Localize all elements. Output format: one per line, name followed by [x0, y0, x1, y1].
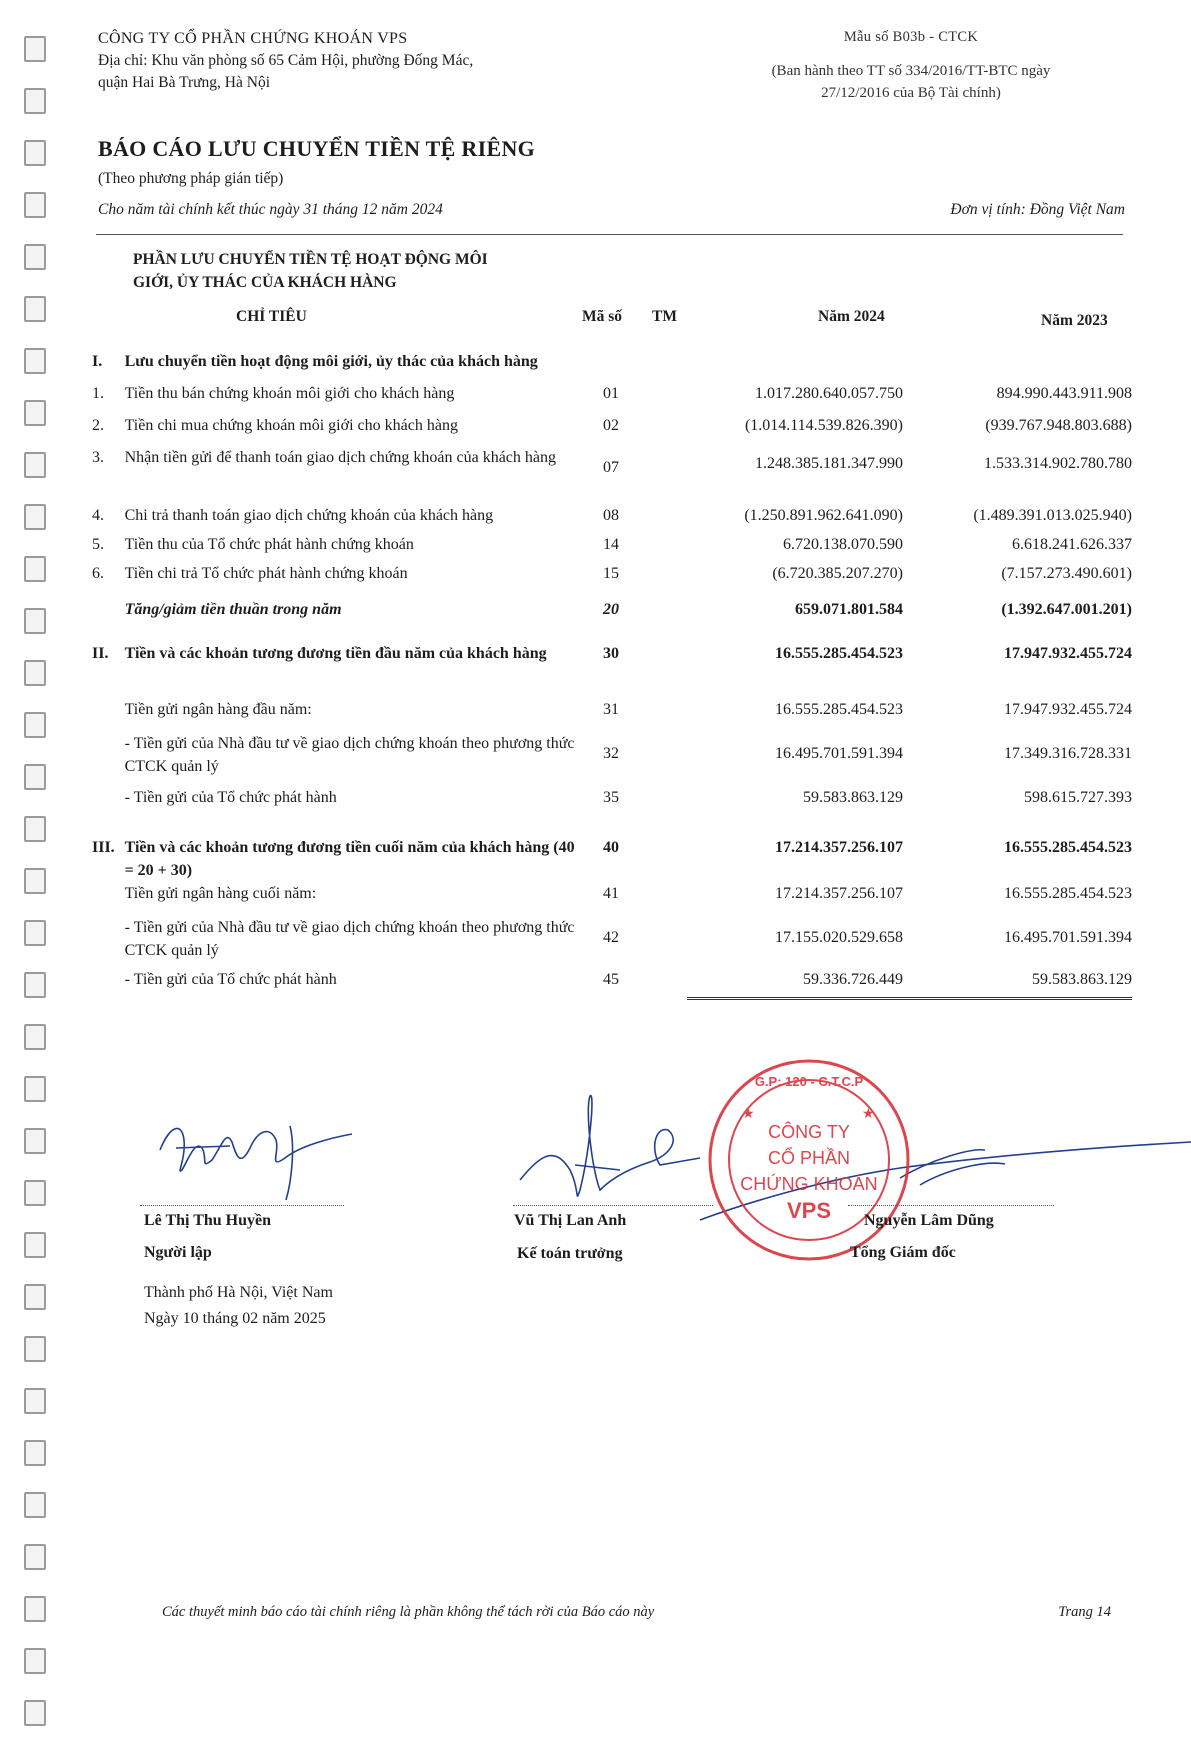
- row-number: [92, 968, 125, 998]
- row-number: III.: [92, 839, 115, 856]
- row-code: 15: [602, 565, 619, 582]
- row-code: 45: [602, 971, 619, 988]
- binder-hole: [24, 504, 46, 530]
- cash-flow-table: [92, 350, 1132, 1000]
- preparer-signature-line: [140, 1205, 344, 1206]
- table-row-subtotal: [92, 598, 1132, 642]
- chief-accountant-signature: [520, 1096, 700, 1197]
- row-value-2023: 17.349.316.728.331: [1004, 745, 1132, 762]
- binder-hole: [24, 452, 46, 478]
- binder-hole: [24, 244, 46, 270]
- row-description: Tiền chi mua chứng khoán môi giới cho khách hàng: [124, 417, 458, 434]
- row-description: - Tiền gửi của Nhà đầu tư về giao dịch chứng khoán theo phương thức CTCK quản lý: [124, 735, 575, 775]
- binder-hole: [24, 296, 46, 322]
- row-code: 41: [602, 885, 619, 902]
- binder-hole: [24, 868, 46, 894]
- row-value-2023: 59.583.863.129: [903, 968, 1132, 998]
- row-value-2024: 17.155.020.529.658: [775, 929, 903, 946]
- column-header-item: CHỈ TIÊU: [236, 308, 307, 325]
- section-heading: [133, 248, 603, 294]
- table-row: [92, 533, 1132, 562]
- row-value-2024: 16.495.701.591.394: [775, 745, 903, 762]
- svg-text:★: ★: [742, 1105, 755, 1121]
- row-description: - Tiền gửi của Tổ chức phát hành: [124, 789, 337, 806]
- binder-hole: [24, 192, 46, 218]
- row-number: [92, 882, 125, 916]
- row-code: 14: [602, 536, 619, 553]
- column-header-note: TM: [652, 308, 677, 325]
- table-row: [92, 414, 1132, 446]
- row-value-2023: (7.157.273.490.601): [1001, 565, 1132, 582]
- row-value-2023: 16.555.285.454.523: [1004, 839, 1132, 856]
- table-row: [92, 504, 1132, 533]
- column-header-code: Mã số: [582, 308, 623, 325]
- row-description: Chi trả thanh toán giao dịch chứng khoán của khách hàng: [124, 507, 494, 524]
- form-code: Mẫu số B03b - CTCK: [843, 29, 979, 45]
- row-code: 31: [602, 701, 619, 718]
- row-code: 20: [602, 601, 619, 618]
- company-name: CÔNG TY CỔ PHẦN CHỨNG KHOÁN VPS: [98, 30, 408, 47]
- row-code: 08: [602, 507, 619, 524]
- row-value-2023: 16.555.285.454.523: [1004, 885, 1132, 902]
- row-number: II.: [92, 645, 109, 662]
- table-row: [92, 446, 1132, 504]
- binder-hole: [24, 1596, 46, 1622]
- row-code: 02: [602, 417, 619, 434]
- binder-hole: [24, 764, 46, 790]
- row-number: 1.: [92, 385, 104, 402]
- stamp-line1: CÔNG TY: [768, 1122, 850, 1142]
- row-value-2023: 17.947.932.455.724: [1004, 701, 1132, 718]
- section-heading-line1: PHẦN LƯU CHUYỂN TIỀN TỆ HOẠT ĐỘNG MÔI: [133, 251, 488, 268]
- row-description: Nhận tiền gửi để thanh toán giao dịch chứng khoán của khách hàng: [124, 449, 556, 466]
- row-value-2023: 16.495.701.591.394: [1004, 929, 1132, 946]
- binder-hole: [24, 140, 46, 166]
- column-header-2023: Năm 2023: [1041, 312, 1108, 329]
- column-header-2024: Năm 2024: [818, 308, 885, 325]
- row-description: Tiền chi trả Tổ chức phát hành chứng khoán: [124, 565, 408, 582]
- form-note-line2: 27/12/2016 của Bộ Tài chính): [821, 85, 1001, 101]
- row-description: - Tiền gửi của Tổ chức phát hành: [124, 971, 337, 988]
- row-number: 2.: [92, 417, 104, 434]
- binder-hole: [24, 348, 46, 374]
- stamp-line4: VPS: [786, 1198, 832, 1223]
- binder-hole: [24, 1336, 46, 1362]
- row-description: Tiền gửi ngân hàng cuối năm:: [124, 885, 317, 902]
- binder-hole: [24, 712, 46, 738]
- chief-accountant-name: Vũ Thị Lan Anh: [514, 1212, 627, 1229]
- row-value-2024: (1.014.114.539.826.390): [744, 417, 903, 434]
- row-description: Tiền thu bán chứng khoán môi giới cho khách hàng: [124, 385, 455, 402]
- stamp-line2: CỔ PHẦN: [767, 1148, 851, 1168]
- ceo-name: Nguyễn Lâm Dũng: [864, 1212, 994, 1229]
- svg-text:★: ★: [862, 1105, 875, 1121]
- row-code: 32: [602, 745, 619, 762]
- table-row: [92, 732, 1132, 786]
- table-row: [92, 350, 1132, 382]
- table-row: [92, 698, 1132, 732]
- row-description: Tăng/giảm tiền thuần trong năm: [124, 601, 342, 618]
- row-value-2024: 1.017.280.640.057.750: [755, 385, 903, 402]
- signature-area: [0, 1030, 1191, 1270]
- row-value-2023: (939.767.948.803.688): [985, 417, 1132, 434]
- row-value-2024: 16.555.285.454.523: [775, 645, 903, 662]
- row-description: Lưu chuyển tiền hoạt động môi giới, ủy thác của khách hàng: [124, 353, 538, 370]
- row-value-2023: 6.618.241.626.337: [1012, 536, 1132, 553]
- row-value-2024: 6.720.138.070.590: [783, 536, 903, 553]
- row-number: 4.: [92, 507, 104, 524]
- row-value-2023: 17.947.932.455.724: [1004, 645, 1132, 662]
- stamp-ring-text: G.P: 120 - C.T.C.P: [754, 1074, 864, 1089]
- row-number: 5.: [92, 536, 104, 553]
- section-heading-line2: GIỚI, ỦY THÁC CỦA KHÁCH HÀNG: [133, 274, 397, 291]
- table-row: [92, 562, 1132, 598]
- row-description: Tiền và các khoản tương đương tiền đầu năm của khách hàng: [124, 645, 547, 662]
- row-number: 3.: [92, 449, 104, 466]
- binder-hole: [24, 36, 46, 62]
- row-value-2024: 16.555.285.454.523: [775, 701, 903, 718]
- row-value-2024: 17.214.357.256.107: [775, 839, 903, 856]
- stamp-line3: CHỨNG KHOÁN: [740, 1174, 878, 1194]
- table-row-section: [92, 826, 1132, 882]
- binder-hole: [24, 400, 46, 426]
- table-row: [92, 382, 1132, 414]
- row-code: 42: [602, 929, 619, 946]
- row-number: [92, 786, 125, 826]
- binder-hole: [24, 1492, 46, 1518]
- form-reference: [731, 26, 1091, 104]
- binder-hole: [24, 608, 46, 634]
- page-number: Trang 14: [1058, 1604, 1111, 1620]
- table-row-total: [92, 968, 1132, 998]
- footer-note: Các thuyết minh báo cáo tài chính riêng là phần không thể tách rời của Báo cáo này: [162, 1604, 655, 1620]
- binder-hole: [24, 816, 46, 842]
- preparer-role: Người lập: [144, 1244, 212, 1261]
- row-value-2024: 59.336.726.449: [687, 968, 903, 998]
- binder-hole: [24, 1388, 46, 1414]
- table-row: [92, 916, 1132, 968]
- report-title: BÁO CÁO LƯU CHUYỂN TIỀN TỆ RIÊNG: [98, 136, 536, 161]
- row-value-2023: 1.533.314.902.780.780: [984, 455, 1132, 472]
- row-description: - Tiền gửi của Nhà đầu tư về giao dịch chứng khoán theo phương thức CTCK quản lý: [124, 919, 575, 959]
- report-method: (Theo phương pháp gián tiếp): [98, 170, 284, 187]
- table-row: [92, 882, 1132, 916]
- row-value-2023: (1.392.647.001.201): [1001, 601, 1132, 618]
- row-value-2023: 598.615.727.393: [1024, 789, 1132, 806]
- header-divider: [96, 234, 1123, 235]
- binder-hole: [24, 660, 46, 686]
- row-number: [92, 598, 125, 642]
- chief-accountant-signature-line: [513, 1205, 713, 1206]
- binder-hole: [24, 1700, 46, 1726]
- chief-accountant-role: Kế toán trưởng: [517, 1245, 623, 1262]
- row-value-2024: 1.248.385.181.347.990: [755, 455, 903, 472]
- company-header: [98, 28, 473, 94]
- ceo-signature-line: [848, 1205, 1054, 1206]
- binder-hole: [24, 1284, 46, 1310]
- binder-hole: [24, 1440, 46, 1466]
- row-code: 30: [602, 645, 619, 662]
- preparer-signature: [160, 1126, 352, 1200]
- signing-place: Thành phố Hà Nội, Việt Nam: [144, 1284, 333, 1301]
- row-description: Tiền gửi ngân hàng đầu năm:: [124, 701, 312, 718]
- row-code: 35: [602, 789, 619, 806]
- row-value-2023: 894.990.443.911.908: [996, 385, 1132, 402]
- binder-hole: [24, 556, 46, 582]
- row-number: 6.: [92, 565, 104, 582]
- binder-hole: [24, 920, 46, 946]
- signing-date: Ngày 10 tháng 02 năm 2025: [144, 1310, 326, 1327]
- row-value-2024: 59.583.863.129: [803, 789, 903, 806]
- row-description: Tiền và các khoản tương đương tiền cuối năm của khách hàng (40 = 20 + 30): [124, 839, 575, 879]
- currency-unit: Đơn vị tính: Đồng Việt Nam: [950, 201, 1125, 218]
- row-number: [92, 732, 125, 786]
- row-number: [92, 698, 125, 732]
- binder-hole: [24, 1648, 46, 1674]
- row-number: I.: [92, 353, 103, 370]
- row-code: 07: [602, 459, 619, 476]
- row-value-2024: (6.720.385.207.270): [772, 565, 903, 582]
- ceo-role: Tổng Giám đốc: [850, 1244, 956, 1261]
- company-address-line1: Địa chỉ: Khu văn phòng số 65 Cảm Hội, phường Đống Mác,: [98, 52, 474, 69]
- binder-hole: [24, 1544, 46, 1570]
- row-code: 40: [602, 839, 619, 856]
- row-description: Tiền thu của Tổ chức phát hành chứng khoán: [124, 536, 414, 553]
- company-address-line2: quận Hai Bà Trưng, Hà Nội: [98, 74, 271, 91]
- row-value-2024: 17.214.357.256.107: [775, 885, 903, 902]
- form-note-line1: (Ban hành theo TT số 334/2016/TT-BTC ngày: [771, 63, 1051, 79]
- preparer-name: Lê Thị Thu Huyền: [144, 1212, 272, 1229]
- binder-hole: [24, 88, 46, 114]
- table-row-section: [92, 642, 1132, 698]
- row-value-2023: (1.489.391.013.025.940): [973, 507, 1132, 524]
- binder-holes: [24, 36, 54, 1752]
- row-number: [92, 916, 125, 968]
- table-row: [92, 786, 1132, 826]
- row-code: 01: [602, 385, 619, 402]
- row-value-2024: (1.250.891.962.641.090): [744, 507, 903, 524]
- row-value-2024: 659.071.801.584: [795, 601, 903, 618]
- report-period: Cho năm tài chính kết thúc ngày 31 tháng 12 năm 2024: [98, 201, 443, 218]
- binder-hole: [24, 972, 46, 998]
